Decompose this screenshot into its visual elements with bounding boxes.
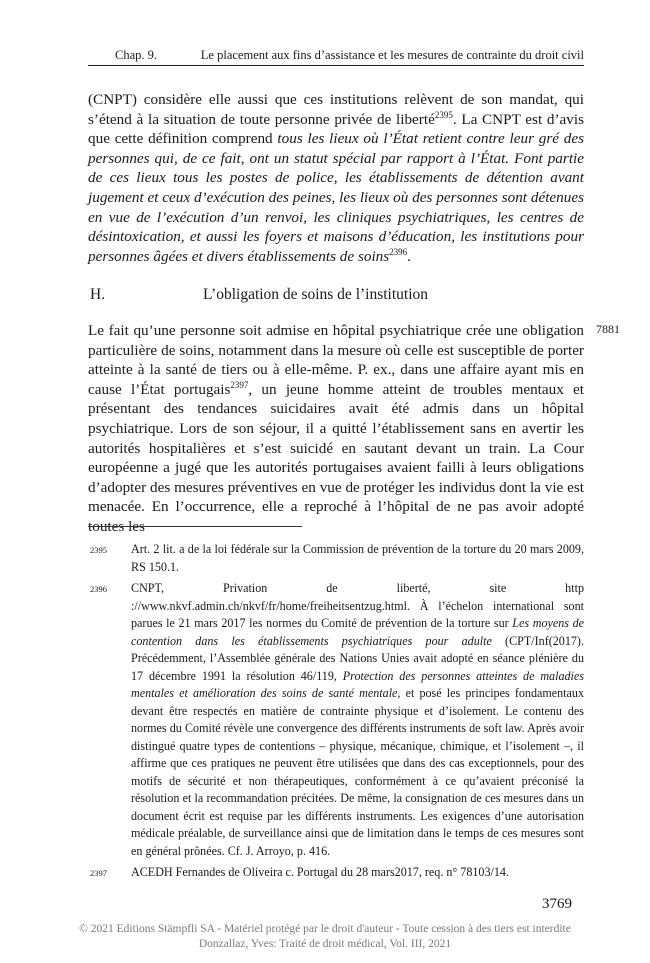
footnote-2396 <box>88 580 584 860</box>
footnote-number: 2397 <box>90 868 107 878</box>
page-number: 3769 <box>542 896 572 912</box>
chapter-label: Chap. 9. <box>115 48 158 62</box>
footnote-2395 <box>88 541 584 576</box>
paragraph-1-text-a: (CNPT) considère elle aussi que ces institutions relèvent de son mandat, qui s’étend à la situation de toute personne privée de liberté <box>88 91 584 128</box>
footnote-number: 2395 <box>90 545 107 555</box>
footnote-2397 <box>88 864 584 882</box>
footnote-text <box>131 580 584 860</box>
paragraph-1-italic-quote: tous les lieux où l’État retient contre leur gré des personnes qui, de ce fait, ont un statut spécial par rapport à l’État. Font partie de ces lieux tous les postes de police, les établissements de détention avant jugement et ceux d’exécution des peines, les lieux où des personnes sont détenues en vue de l’exécution d’un renvoi, les cliniques psychiatriques, les centres de désintoxication, et aussi les foyers et maisons d’éducation, les institutions pour personnes âgées et divers établissements de soins <box>88 130 585 265</box>
footnote-number: 2396 <box>90 584 107 594</box>
footnote-divider <box>88 526 302 527</box>
footnote-text: ACEDH Fernandes de Oliveira c. Portugal du 28 mars2017, req. n° 78103/14. <box>131 865 509 879</box>
footnote-italic-title-2: Protection des personnes atteintes de maladies mentales et amélioration des soins de santé mentale <box>131 668 584 700</box>
running-head <box>88 47 584 66</box>
paragraph-2-text-a: Le fait qu’une personne soit admise en hôpital psychiatrique crée une obligation particulière de soins, notamment dans la mesure où celle est susceptible de porter atteinte à la santé de tiers ou à elle-même. P. ex., dans une affaire ayant mis en cause l’État portugais <box>88 322 584 398</box>
copyright-notice <box>0 922 650 952</box>
footnote-ref-2395[interactable]: 2395 <box>434 109 453 120</box>
footnotes <box>88 541 584 886</box>
paragraph-1-text-b: . La CNPT est d’avis que cette définition comprend <box>88 110 584 148</box>
section-letter: H. <box>90 286 106 303</box>
footnote-text: Art. 2 lit. a de la loi fédérale sur la Commission de prévention de la torture du 20 mars 2009, RS 150.1. <box>131 542 584 574</box>
footnote-italic-title-1: Les moyens de contention dans les établissements psychiatriques pour adulte <box>131 616 585 648</box>
paragraph-2 <box>88 321 584 537</box>
margin-number: 7881 <box>596 322 620 336</box>
section-title: L’obligation de soins de l’institution <box>203 286 429 303</box>
footnote-ref-2396[interactable]: 2396 <box>389 246 408 257</box>
paragraph-1-text-c: . <box>407 247 411 265</box>
footnote-text-part-3: , et posé les principes fondamentaux devant être respectés en matière de contrainte physique et d’isolement. Le contenu des normes du Comité révèle une convergence des différents instruments de soft law. Après avoir distingué quatre types de contentions – physique, mécanique, chimique, et l’isolement –, il affirme que ces pratiques ne peuvent être utilisées que dans des cas exceptionnels, pour des motifs de sécurité et non thérapeutiques, conformément à ce qu’avaient préconisé la résolution et la recommandation précitées. De même, la consignation de ces mesures dans un document écrit est requise par les différents instruments. Les exigences d’une autorisation médicale préalable, de surveillance ainsi que de limitation dans le temps de ces mesures sont en général prônées. Cf. J. Arroyo, p. 416. <box>131 686 585 858</box>
paragraph-2-text-b: , un jeune homme atteint de troubles mentaux et présentant des tendances suicidaires avait été admis dans un hôpital psychiatrique. Lors de son séjour, il a quitté l’établissement sans en avertir les autorités hospitalières et s’est suicidé en sautant devant un train. La Cour européenne a jugé que les autorités portugaises avaient failli à leurs obligations d’adopter des mesures préventives en vue de protéger les individus dont la vie est menacée. En l’occurrence, elle a reproché à l’hôpital de ne pas avoir adopté toutes les <box>88 380 584 535</box>
chapter-title: Le placement aux fins d’assistance et les mesures de contrainte du droit civil <box>200 48 584 62</box>
footnote-ref-2397[interactable]: 2397 <box>230 379 249 390</box>
copyright-line-2: Donzallaz, Yves: Traité de droit médical, Vol. III, 2021 <box>198 938 452 950</box>
footnote-text-part-2: (CPT/Inf(2017). Précédemment, l’Assemblée générale des Nations Unies avait adopté en séance plénière du 17 décembre 1991 la résolution 46/119, <box>131 633 584 683</box>
copyright-line-1: © 2021 Editions Stämpfli SA - Matériel protégé par le droit d'auteur - Toute cession à des tiers est interdite <box>79 923 571 935</box>
footnote-text-part-1: CNPT, Privation de liberté, site http ://www.nkvf.admin.ch/nkvf/fr/home/freiheitsentzug.html. À l’échelon international sont parues le 21 mars 2017 les normes du Comité de prévention de la torture sur <box>131 581 584 630</box>
paragraph-1 <box>88 90 584 266</box>
